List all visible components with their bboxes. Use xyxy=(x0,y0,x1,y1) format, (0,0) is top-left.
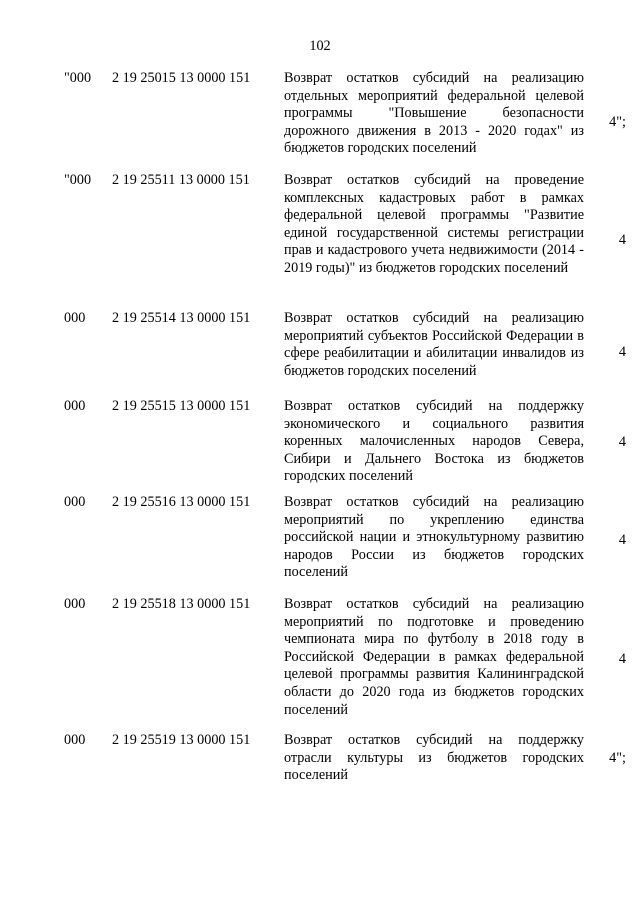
budget-classification-code: 2 19 25015 13 0000 151 xyxy=(112,70,251,86)
row-value: 4 xyxy=(618,651,626,667)
row-description: Возврат остатков субсидий на реализацию мероприятий по подготовке и проведению чемпионата мира по футболу в 2018 году в Российской Федерации в рамках федеральной целевой программы развития Калининградской области до 2020 года из бюджетов городских поселений xyxy=(284,596,584,718)
page-number: 102 xyxy=(309,38,331,54)
admin-code: 000 xyxy=(64,310,86,326)
row-description: Возврат остатков субсидий на реализацию мероприятий по укреплению единства российской нации и этнокультурному развитию народов России из бюджетов городских поселений xyxy=(284,494,584,581)
budget-classification-code: 2 19 25516 13 0000 151 xyxy=(112,494,251,510)
row-value: 4 xyxy=(618,232,626,248)
row-value: 4"; xyxy=(609,114,626,130)
row-description: Возврат остатков субсидий на реализацию отдельных мероприятий федеральной целевой программы "Повышение безопасности дорожного движения в 2013 - 2020 годах" из бюджетов городских поселений xyxy=(284,70,584,157)
row-value: 4 xyxy=(618,344,626,360)
row-description: Возврат остатков субсидий на проведение комплексных кадастровых работ в рамках федеральной целевой программы "Развитие единой государственной системы регистрации прав и кадастрового учета недвижимости (2014 - 2019 годы)" из бюджетов городских поселений xyxy=(284,172,584,276)
admin-code: "000 xyxy=(64,70,92,86)
admin-code: "000 xyxy=(64,172,92,188)
budget-classification-code: 2 19 25518 13 0000 151 xyxy=(112,596,251,612)
admin-code: 000 xyxy=(64,732,86,748)
row-description: Возврат остатков субсидий на поддержку отрасли культуры из бюджетов городских поселений xyxy=(284,732,584,784)
budget-classification-code: 2 19 25515 13 0000 151 xyxy=(112,398,251,414)
row-value: 4"; xyxy=(609,750,626,766)
budget-classification-code: 2 19 25519 13 0000 151 xyxy=(112,732,251,748)
admin-code: 000 xyxy=(64,494,86,510)
row-value: 4 xyxy=(618,434,626,450)
budget-classification-code: 2 19 25511 13 0000 151 xyxy=(112,172,250,188)
row-description: Возврат остатков субсидий на поддержку экономического и социального развития коренных малочисленных народов Севера, Сибири и Дальнего Востока из бюджетов городских поселений xyxy=(284,398,584,485)
row-value: 4 xyxy=(618,532,626,548)
admin-code: 000 xyxy=(64,596,86,612)
admin-code: 000 xyxy=(64,398,86,414)
budget-classification-code: 2 19 25514 13 0000 151 xyxy=(112,310,251,326)
row-description: Возврат остатков субсидий на реализацию мероприятий субъектов Российской Федерации в сфере реабилитации и абилитации инвалидов из бюджетов городских поселений xyxy=(284,310,584,379)
